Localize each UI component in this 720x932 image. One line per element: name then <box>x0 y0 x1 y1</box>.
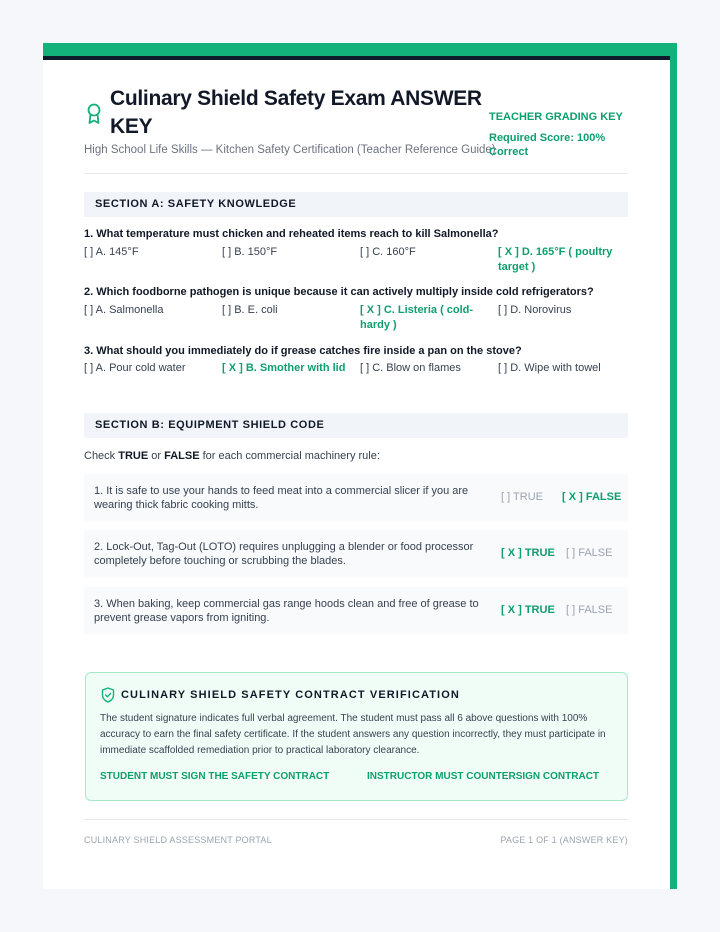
required-score: Required Score: 100% Correct <box>489 132 606 158</box>
tf-item-2-false[interactable]: [ ] FALSE <box>566 547 613 559</box>
safety-contract-box <box>85 672 628 801</box>
question-2: 2. Which foodborne pathogen is unique because it can actively multiply inside cold refrigerators? <box>84 286 594 298</box>
q2-option-b[interactable]: [ ] B. E. coli <box>222 304 278 316</box>
tf-item-1-false-correct[interactable]: [ X ] FALSE <box>562 491 622 503</box>
section-a-heading: SECTION A: SAFETY KNOWLEDGE <box>84 192 628 217</box>
q2-option-a[interactable]: [ ] A. Salmonella <box>84 304 164 316</box>
false-word: FALSE <box>164 450 200 462</box>
q3-option-b-correct[interactable]: [ X ] B. Smother with lid <box>222 362 346 374</box>
section-b-instruction <box>84 450 380 462</box>
true-word: TRUE <box>118 450 149 462</box>
q1-option-d-correct[interactable]: [ X ] D. 165°F ( poultry target ) <box>498 246 613 273</box>
top-dark-rule <box>43 56 677 60</box>
tf-item-1 <box>84 474 628 521</box>
right-accent-bar <box>670 43 677 889</box>
footer-divider <box>84 819 628 820</box>
tf-item-3-false[interactable]: [ ] FALSE <box>566 604 613 616</box>
q3-option-d[interactable]: [ ] D. Wipe with towel <box>498 362 601 374</box>
tf-item-3 <box>84 587 628 634</box>
footer-portal-name: CULINARY SHIELD ASSESSMENT PORTAL <box>84 835 272 845</box>
q2-option-d[interactable]: [ ] D. Norovirus <box>498 304 572 316</box>
tf-item-2 <box>84 530 628 577</box>
answer-key-page <box>43 43 677 889</box>
contract-title: CULINARY SHIELD SAFETY CONTRACT VERIFICATION <box>121 689 460 701</box>
tf-item-1-true[interactable]: [ ] TRUE <box>501 491 543 503</box>
q2-option-c-correct[interactable]: [ X ] C. Listeria ( cold-hardy ) <box>360 304 474 331</box>
q1-option-c[interactable]: [ ] C. 160°F <box>360 246 416 258</box>
q3-option-c[interactable]: [ ] C. Blow on flames <box>360 362 461 374</box>
award-icon <box>86 103 102 125</box>
header-divider <box>84 173 628 174</box>
q1-option-a[interactable]: [ ] A. 145°F <box>84 246 139 258</box>
page-title: Culinary Shield Safety Exam ANSWER KEY <box>110 87 482 138</box>
page-subtitle: High School Life Skills — Kitchen Safety Certification (Teacher Reference Guide) <box>84 144 496 156</box>
instruction-prefix: Check <box>84 450 116 462</box>
tf-item-3-text: 3. When baking, keep commercial gas range hoods clean and free of grease to prevent grease vapors from igniting. <box>94 598 479 624</box>
instruction-suffix: for each commercial machinery rule: <box>202 450 380 462</box>
shield-check-icon <box>101 687 115 703</box>
student-signature-line[interactable]: STUDENT MUST SIGN THE SAFETY CONTRACT <box>100 771 330 782</box>
q1-option-b[interactable]: [ ] B. 150°F <box>222 246 278 258</box>
top-accent-bar <box>43 43 677 56</box>
grading-key-heading: TEACHER GRADING KEY <box>489 111 623 123</box>
footer-page-number: PAGE 1 OF 1 (ANSWER KEY) <box>500 835 628 845</box>
tf-item-3-true-correct[interactable]: [ X ] TRUE <box>501 604 555 616</box>
section-b-heading: SECTION B: EQUIPMENT SHIELD CODE <box>84 413 628 438</box>
contract-body: The student signature indicates full verbal agreement. The student must pass all 6 above questions with 100% accuracy to earn the final safety certificate. If the student answers any question incorrectly, they must participate in immediate scaffolded remediation prior to practical laboratory clearance. <box>100 713 606 756</box>
tf-item-2-text: 2. Lock-Out, Tag-Out (LOTO) requires unplugging a blender or food processor completely before touching or scrubbing the blades. <box>94 541 474 567</box>
q3-option-a[interactable]: [ ] A. Pour cold water <box>84 362 186 374</box>
tf-item-2-true-correct[interactable]: [ X ] TRUE <box>501 547 555 559</box>
tf-item-1-text: 1. It is safe to use your hands to feed meat into a commercial slicer if you are wearing thick fabric cooking mitts. <box>94 485 469 511</box>
or-word: or <box>151 450 162 462</box>
question-1: 1. What temperature must chicken and reheated items reach to kill Salmonella? <box>84 228 499 240</box>
question-3: 3. What should you immediately do if grease catches fire inside a pan on the stove? <box>84 345 522 357</box>
instructor-signature-line[interactable]: INSTRUCTOR MUST COUNTERSIGN CONTRACT <box>367 771 600 782</box>
